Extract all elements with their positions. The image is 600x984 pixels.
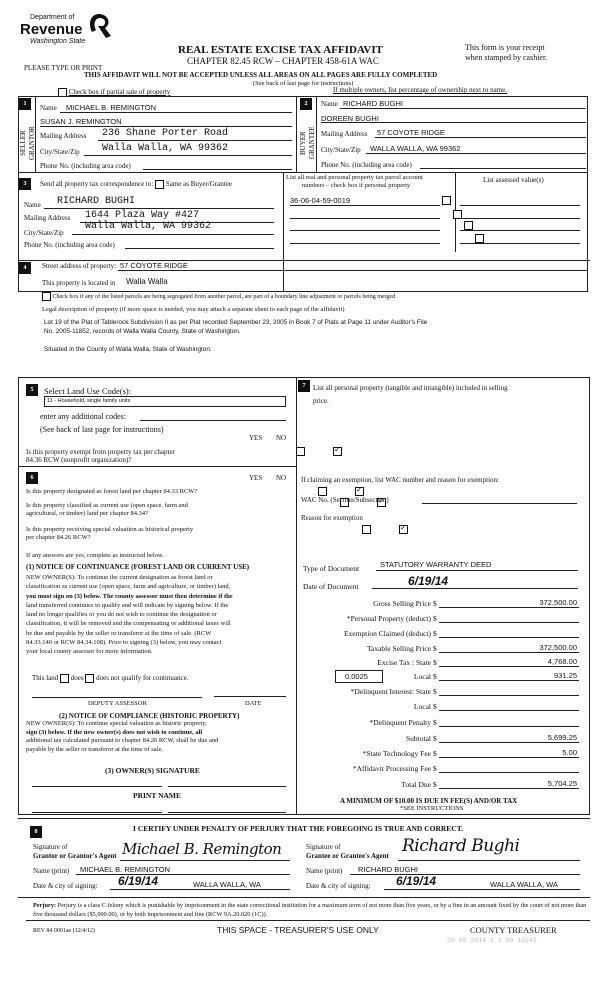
exempt-no-checkbox[interactable] — [333, 447, 342, 456]
currency-sign: $ — [433, 687, 437, 696]
doc-date-label: Date of Document — [303, 582, 359, 591]
parcel-line — [290, 205, 440, 206]
personal-property-checkbox-3[interactable] — [464, 221, 473, 230]
form-revision: REV 84 0001ae (12/4/12) — [33, 928, 96, 934]
legal-line-3[interactable]: Situated in the County of Walla Walla, State of Washington. — [44, 346, 212, 353]
grantor-date[interactable]: 6/19/14 — [118, 874, 159, 888]
currency-sign: $ — [433, 764, 437, 773]
delinquent-interest-state-field[interactable] — [439, 695, 579, 696]
grantee-name[interactable]: RICHARD BUGHI — [358, 865, 419, 874]
parcel-header-2: numbers – check box if personal property — [302, 182, 411, 189]
historic-no-checkbox[interactable] — [399, 525, 408, 534]
no-header: NO — [276, 434, 287, 442]
parcel-line — [290, 243, 440, 244]
no-header: NO — [276, 474, 287, 482]
buyer-phone-label: Phone No. (including area code) — [321, 161, 412, 169]
amount-label: *Delinquent Interest: State — [350, 687, 431, 696]
personal-property-field[interactable] — [439, 622, 579, 623]
section-4-badge: 4 — [19, 262, 31, 274]
perjury-notice: Perjury: Perjury is a class C felony which is punishable by imprisonment in the state correctional institution for a maximum term of not more than five years, or by a fine in an amount fixed by the court of not more than five thousand dollars ($5,000.00), or by both imprisonment and fine (RCW 9A.20.020 (1C)). — [33, 902, 587, 918]
section-8-badge: 8 — [30, 826, 42, 838]
legal-line-1[interactable]: Lot 19 of the Plat of Tablerock Subdivision II as per Plat recorded September 23, 2005 in Book 7 of Plats at Page 11 under Auditor's File — [44, 319, 428, 326]
underline — [350, 874, 580, 875]
assessed-line — [460, 205, 580, 206]
county-treasurer: COUNTY TREASURER — [470, 925, 557, 935]
form-title: REAL ESTATE EXCISE TAX AFFIDAVIT — [178, 44, 383, 56]
tax-mailing-label: Mailing Address — [24, 214, 71, 222]
currency-sign: $ — [433, 734, 437, 743]
delinquent-penalty-field[interactable] — [439, 726, 579, 727]
excise-tax-local-field[interactable] — [439, 680, 579, 681]
currency-sign: $ — [433, 629, 437, 638]
owner-signature-label: (3) OWNER(S) SIGNATURE — [105, 766, 200, 775]
underline — [366, 153, 586, 154]
located-value[interactable]: Walla Walla — [126, 277, 168, 286]
divider — [18, 260, 590, 261]
print-name-line — [32, 812, 162, 813]
underline — [143, 169, 292, 170]
underline — [376, 570, 578, 571]
divider — [26, 920, 590, 921]
form-chapter: CHAPTER 82.45 RCW – CHAPTER 458-61A WAC — [187, 56, 379, 66]
seller-city[interactable]: Walla Walla, WA 99362 — [102, 143, 229, 154]
currency-sign: $ — [433, 780, 437, 789]
forest-question: Is this property designated as forest land per chapter 84.33 RCW? — [26, 488, 198, 495]
if-yes-instruction: If any answers are yes, complete as instructed below. — [26, 552, 164, 559]
excise-tax-local: 931.25 — [554, 671, 577, 680]
assessor-signature-line — [32, 697, 202, 698]
gross-selling-price-field[interactable] — [439, 607, 579, 608]
does-not-qualify-checkbox[interactable] — [85, 674, 94, 683]
amount-label: *State Technology Fee — [362, 749, 431, 758]
underline — [140, 420, 286, 421]
parcel-line — [290, 218, 440, 219]
excise-tax-state-field[interactable] — [439, 666, 579, 667]
assessed-line — [460, 218, 580, 219]
seller-mailing[interactable]: 236 Shane Porter Road — [102, 128, 229, 139]
parcel-header-1: List all real and personal property tax parcel account — [286, 174, 423, 181]
divider — [296, 96, 297, 172]
grantee-name-label: Name (print) — [306, 867, 343, 875]
assessed-line — [460, 243, 580, 244]
underline — [44, 208, 274, 209]
exempt-yes-checkbox[interactable] — [296, 447, 305, 456]
grantor-signature-line — [120, 860, 290, 861]
seller-name-2[interactable]: SUSAN J. REMINGTON — [40, 117, 122, 126]
dor-swirl-icon — [86, 12, 112, 40]
current-use-question-2: agricultural, or timber) land per chapter 84.34? — [26, 510, 149, 517]
certify-statement: I CERTIFY UNDER PENALTY OF PERJURY THAT THE FOREGOING IS TRUE AND CORRECT. — [133, 824, 464, 833]
grantee-date-label: Date & city of signing: — [306, 882, 371, 890]
affidavit-processing-fee-field[interactable] — [439, 772, 579, 773]
underline — [98, 140, 292, 141]
local-rate-box — [335, 670, 383, 683]
amount-label: Gross Selling Price — [373, 599, 431, 608]
notice-1-body: NEW OWNER(S): To continue the current designation as forest land or classification as current use (open space, farm and agriculture, or timber) land, you must sign on (3) below. The county assessor must then determine if the land transferred continues to qualify and will indicate by signing below. If the land no longer qualifies or you do not wish to continue the designation or classification, it will be removed and the compensating or additional taxes will be due and payable by the seller or transferor at the time of sale. (RCW 84.33.140 or RCW 84.34.108). Prior to signing (3) below, you may contact your local county assessor for more information. — [26, 574, 233, 656]
grantee-date[interactable]: 6/19/14 — [396, 874, 437, 888]
grantor-date-label: Date & city of signing: — [33, 882, 98, 890]
grantor-label: GRANTOR — [28, 126, 36, 160]
located-label: This property is located in — [42, 279, 116, 287]
notice-2-title: (2) NOTICE OF COMPLIANCE (HISTORIC PROPERTY) — [59, 712, 240, 720]
notice-1-title: (1) NOTICE OF CONTINUANCE (FOREST LAND OR CURRENT USE) — [26, 563, 250, 571]
state-technology-fee: 5.00 — [562, 748, 577, 757]
grantee-sig-label-1: Signature of — [306, 843, 341, 851]
tax-city-label: City/State/Zip — [24, 229, 64, 237]
underline — [84, 155, 292, 156]
logo-line-1: Department of — [30, 14, 75, 21]
currency-sign: $ — [433, 599, 437, 608]
buyer-mailing-label: Mailing Address — [321, 130, 368, 138]
treasurer-use-only: THIS SPACE - TREASURER'S USE ONLY — [217, 925, 379, 935]
underline — [384, 889, 580, 890]
grantee-signature[interactable]: Richard Bughi — [402, 836, 520, 856]
legal-line-2[interactable]: No. 2005-11852, records of Walla Walla County, State of Washington. — [44, 328, 241, 335]
segregated-checkbox[interactable] — [42, 292, 51, 301]
section-1-badge: 1 — [19, 98, 31, 110]
divider — [283, 172, 284, 292]
underline — [118, 270, 588, 271]
historic-yes-checkbox[interactable] — [362, 525, 371, 534]
wac-input[interactable] — [422, 503, 577, 504]
total-due-field[interactable] — [439, 788, 579, 789]
date-label: DATE — [245, 700, 262, 707]
exempt-question-1: Is this property exempt from property tax per chapter — [26, 448, 175, 456]
forest-no-checkbox[interactable] — [355, 487, 364, 496]
does-qualify-checkbox[interactable] — [60, 674, 69, 683]
parcel-number-1[interactable]: 36-06-04-59-0019 — [290, 196, 351, 205]
section-2-badge: 2 — [300, 98, 312, 110]
logo-line-3: Washington State — [30, 38, 86, 45]
street-address[interactable]: 57 COYOTE RIDGE — [120, 261, 188, 270]
divider — [18, 466, 297, 467]
tax-mailing[interactable]: 1644 Plaza Way #427 — [85, 210, 200, 221]
underline — [340, 108, 586, 109]
currency-sign: $ — [433, 749, 437, 758]
excise-tax-state: 4,768.00 — [547, 657, 577, 666]
minimum-note: A MINIMUM OF $10.00 IS DUE IN FEE(S) AND/OR TAX — [340, 797, 518, 805]
doc-date-value[interactable]: 6/19/14 — [408, 574, 449, 588]
total-due: 5,704.25 — [547, 779, 577, 788]
underline — [420, 168, 586, 169]
personal-property-label-2: price. — [313, 397, 329, 405]
grantor-city[interactable]: WALLA WALLA, WA — [193, 880, 261, 889]
see-instructions: *SEE INSTRUCTIONS — [400, 805, 464, 812]
doc-type-label: Type of Document — [303, 564, 360, 573]
gross-selling-price: 372,500.00 — [539, 598, 577, 607]
state-technology-fee-field[interactable] — [439, 757, 579, 758]
parcel-line — [290, 230, 440, 231]
divider — [18, 172, 588, 173]
doc-type-value[interactable]: STATUTORY WARRANTY DEED — [380, 560, 492, 569]
underline — [40, 126, 292, 127]
buyer-city[interactable]: WALLA WALLA, WA 99362 — [370, 144, 461, 153]
receipt-note-2: when stamped by cashier. — [465, 53, 548, 62]
amount-label: Excise Tax : State — [377, 658, 431, 667]
taxable-selling-price: 372,500.00 — [539, 643, 577, 652]
grantee-city[interactable]: WALLA WALLA, WA — [490, 880, 558, 889]
reason-label: Reason for exemption — [301, 514, 363, 522]
owner-signature-line — [32, 786, 162, 787]
divider — [35, 96, 36, 172]
local-rate-value: 0.0025 — [345, 672, 368, 681]
taxable-selling-price-field[interactable] — [439, 652, 579, 653]
divider — [316, 96, 317, 172]
please-type: PLEASE TYPE OR PRINT — [24, 64, 103, 72]
buyer-name-2[interactable]: DOREEN BUGHI — [321, 114, 379, 123]
tax-phone-label: Phone No. (including area code) — [24, 241, 115, 249]
underline — [110, 889, 290, 890]
amount-label: *Personal Property (deduct) — [346, 614, 431, 623]
amount-label: *Affidavit Processing Fee — [352, 764, 431, 773]
amount-label: Subtotal — [405, 734, 431, 743]
segregated-label: Check box if any of the listed parcels are being segregated from another parcel, are part of a boundary line adjustment or parcels being merged. — [52, 293, 397, 300]
logo-line-2: Revenue — [20, 21, 83, 38]
underline — [125, 248, 274, 249]
exempt-question-2: 84.36 RCW (nonprofit organization)? — [26, 456, 132, 464]
grantor-name[interactable]: MICHAEL B. REMINGTON — [80, 865, 171, 874]
grantee-sig-label-2: Grantee or Grantee's Agent — [306, 852, 389, 860]
land-use-value: 11 - Household, single family units — [47, 398, 131, 404]
underline — [375, 137, 586, 138]
print-name-line — [168, 812, 286, 813]
tax-city[interactable]: Walla Walla, WA 99362 — [85, 221, 212, 232]
currency-sign: $ — [433, 718, 437, 727]
currency-sign: $ — [433, 658, 437, 667]
buyer-city-label: City/State/Zip — [321, 146, 361, 154]
amount-label: Local — [413, 672, 431, 681]
underline — [60, 112, 292, 113]
tax-name[interactable]: RICHARD BUGHI — [57, 196, 136, 207]
amount-label: Local — [413, 702, 431, 711]
section-3-badge: 3 — [19, 178, 31, 190]
currency-sign: $ — [433, 702, 437, 711]
amount-label: *Delinquent Penalty — [369, 718, 431, 727]
yes-header: YES — [249, 434, 263, 442]
currency-sign: $ — [433, 644, 437, 653]
send-correspondence-label: Send all property tax correspondence to: — [40, 180, 154, 189]
underline — [72, 234, 274, 235]
amount-label: Exemption Claimed (deduct) — [343, 629, 431, 638]
seller-city-label: City/State/Zip — [40, 148, 80, 156]
buyer-label: BUYER — [299, 131, 307, 155]
personal-property-label-1: List all personal property (tangible and intangible) included in selling — [313, 384, 508, 392]
historic-question-2: per chapter 84.26 RCW? — [26, 534, 91, 541]
tax-name-label: Name — [24, 201, 41, 209]
dor-logo — [20, 12, 120, 52]
section-7-badge: 7 — [298, 380, 310, 392]
subtotal-field[interactable] — [439, 742, 579, 743]
acceptance-warning: THIS AFFIDAVIT WILL NOT BE ACCEPTED UNLESS ALL AREAS ON ALL PAGES ARE FULLY COMPLETED — [84, 71, 438, 79]
legal-label: Legal description of property (if more space is needed, you may attach a separate sheet to each page of the affidavit) — [42, 306, 345, 313]
seller-phone-label: Phone No. (including area code) — [40, 162, 131, 170]
land-use-see-back: (See back of last page for instructions) — [40, 425, 164, 434]
multiple-owners-note: If multiple owners, list percentage of ownership next to name. — [333, 86, 507, 94]
notice-2-body: NEW OWNER(S): To continue special valuation as historic property, sign (3) below. If the new owner(s) does not wish to continue, all additional tax calculated pursuant to chapter 84.26 RCW, shall be due and payable by the seller or transferor at the time of sale. — [26, 720, 219, 753]
grantor-sig-label-2: Grantor or Grantor's Agent — [33, 852, 117, 860]
receipt-note-1: This form is your receipt — [465, 43, 545, 52]
amount-label: Total Due — [401, 780, 431, 789]
seller-name-1[interactable]: MICHAEL B. REMINGTON — [66, 103, 157, 112]
current-use-question-1: Is this property classified as current use (open space, farm and — [26, 502, 188, 509]
personal-property-checkbox-4[interactable] — [475, 234, 484, 243]
wac-label: WAC No. (Section/Subsection) — [301, 496, 389, 504]
owner-signature-line — [168, 786, 286, 787]
deputy-assessor-label: DEPUTY ASSESSOR — [88, 700, 147, 707]
grantor-name-label: Name (print) — [33, 867, 70, 875]
underline — [372, 588, 578, 589]
qualify-row: This land does does not qualify for continuance. — [32, 674, 189, 683]
assessed-line — [460, 230, 580, 231]
assessed-header: List assessed value(s) — [483, 176, 544, 184]
assessor-date-line — [214, 696, 286, 697]
historic-question-1: Is this property receiving special valuation as historical property — [26, 526, 194, 533]
section-6-badge: 6 — [26, 472, 38, 484]
treasurer-stamp: 26 05 2014 3 1 30 10242 — [447, 937, 537, 944]
additional-codes-label: enter any additional codes: — [40, 412, 126, 421]
same-as-buyer-label: Same as Buyer/Grantee — [165, 180, 232, 189]
section-5-badge: 5 — [26, 384, 38, 396]
currency-sign: $ — [433, 614, 437, 623]
buyer-mailing[interactable]: 57 COYOTE RIDGE — [377, 128, 445, 137]
segregated-row — [42, 292, 397, 301]
currency-sign: $ — [433, 672, 437, 681]
buyer-name-1[interactable]: RICHARD BUGHI — [343, 99, 404, 108]
buyer-name-label: Name — [321, 100, 338, 108]
grantee-label: GRANTEE — [308, 126, 316, 160]
send-correspondence-row — [40, 180, 232, 189]
amount-label: Taxable Selling Price — [366, 644, 431, 653]
personal-property-checkbox-1[interactable] — [442, 196, 451, 205]
grantee-signature-line — [398, 860, 580, 861]
land-use-select[interactable] — [44, 396, 286, 407]
partial-sale-label: Check box if partial sale of property — [68, 88, 171, 97]
seller-name-label: Name — [40, 104, 57, 112]
yes-header: YES — [249, 474, 263, 482]
same-as-buyer-checkbox[interactable] — [155, 180, 164, 189]
land-use-label: Select Land Use Code(s): — [44, 386, 132, 396]
street-label: Street address of property: — [42, 262, 117, 270]
exemption-label: If claiming an exemption, list WAC number and reason for exemption: — [301, 476, 499, 484]
forest-yes-checkbox[interactable] — [318, 487, 327, 496]
seller-label: SELLER — [19, 130, 27, 156]
grantor-sig-label-1: Signature of — [33, 843, 68, 851]
subtotal: 5,699.25 — [547, 733, 577, 742]
print-name-label: PRINT NAME — [133, 791, 181, 800]
grantor-signature[interactable]: Michael B. Remington — [122, 840, 282, 858]
exemption-claimed-field[interactable] — [439, 637, 579, 638]
delinquent-interest-local-field[interactable] — [439, 710, 579, 711]
see-back-note: (See back of last page for instructions) — [253, 80, 354, 87]
divider — [296, 377, 297, 815]
seller-mailing-label: Mailing Address — [40, 132, 87, 140]
underline — [76, 874, 290, 875]
